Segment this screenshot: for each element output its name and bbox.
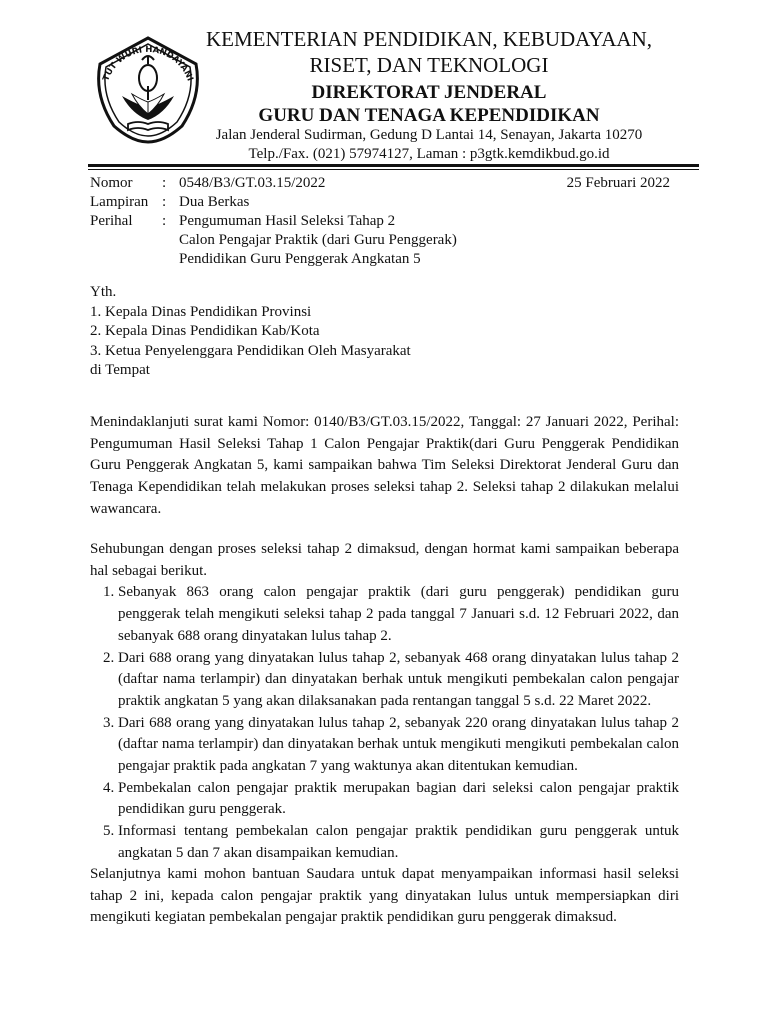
perihal-colon: : [162,213,167,229]
list-item: 2. Dari 688 orang yang dinyatakan lulus tahap 2, sebanyak 468 orang dinyatakan lulus tahap 2 (daftar nama terlampir) dan dinyatakan berhak untuk mengikuti pembekalan calon pengajar praktik angkatan 5 yang akan dilaksanakan pada rentangan tanggal 5 s.d. 22 Maret 2022. [118,648,679,713]
directorate-name-line1: DIREKTORAT JENDERAL [311,82,547,103]
tut-wuri-handayani-logo [92,34,204,146]
paragraph-2-intro: Sehubungan dengan proses seleksi tahap 2 dimaksud, dengan hormat kami sampaikan beberapa hal sebagai berikut. [90,541,679,579]
recipient-item: 3. Ketua Penyelenggara Pendidikan Oleh Masyarakat [90,342,411,359]
perihal-value [179,212,670,269]
recipient-item: 1. Kepala Dinas Pendidikan Provinsi [90,303,312,320]
recipient-place: di Tempat [90,362,150,378]
perihal-label: Perihal [90,213,133,229]
nomor-label: Nomor [90,175,133,191]
perihal-line1: Pengumuman Hasil Seleksi Tahap 2 [179,213,396,229]
salutation: Yth. [90,284,117,300]
ministry-name-line1: KEMENTERIAN PENDIDIKAN, KEBUDAYAAN, [205,27,653,51]
ministry-name-line2: RISET, DAN TEKNOLOGI [309,53,549,77]
points-list [90,582,679,864]
meta-perihal-row [90,212,670,269]
office-address: Jalan Jenderal Sudirman, Gedung D Lantai 14, Senayan, Jakarta 10270 [215,127,643,143]
body-paragraph-2 [90,539,679,865]
nomor-colon: : [162,175,167,191]
recipient-item: 2. Kepala Dinas Pendidikan Kab/Kota [90,323,320,339]
list-item: 1. Sebanyak 863 orang calon pengajar praktik (dari guru penggerak) pendidikan guru penggerak telah mengikuti seleksi tahap 2 pada tanggal 7 Januari s.d. 12 Februari 2022, dan sebanyak 688 orang dinyatakan lulus tahap 2. [118,582,679,647]
logo-arc-text: TUT WURI HANDAYANI [101,44,195,83]
directorate-name-line2: GURU DAN TENAGA KEPENDIDIKAN [258,105,600,126]
lampiran-label: Lampiran [90,194,149,210]
list-item: 4. Pembekalan calon pengajar praktik merupakan bagian dari seleksi calon pengajar praktik pendidikan guru penggerak. [118,778,679,821]
body-paragraph-3: Selanjutnya kami mohon bantuan Saudara untuk dapat menyampaikan informasi hasil seleksi tahap 2 ini, kepada calon pengajar praktik yang dinyatakan lulus untuk mempersiapkan diri mengikuti kegiatan pembekalan pengajar praktik pendidikan guru penggerak dimaksud. [90,866,679,926]
perihal-line3: Pendidikan Guru Penggerak Angkatan 5 [179,251,421,267]
lampiran-value: Dua Berkas [179,194,250,210]
letter-date: 25 Februari 2022 [566,175,670,191]
perihal-line2: Calon Pengajar Praktik (dari Guru Penggerak) [179,232,457,248]
recipients-block [90,283,411,381]
letterhead-divider-thin [88,169,699,170]
lampiran-colon: : [162,194,167,210]
office-contact: Telp./Fax. (021) 57974127, Laman : p3gtk.kemdikbud.go.id [248,146,610,162]
body-paragraph-1: Menindaklanjuti surat kami Nomor: 0140/B3/GT.03.15/2022, Tanggal: 27 Januari 2022, Perihal: Pengumuman Hasil Seleksi Tahap 1 Calon Pengajar Praktik(dari Guru Penggerak Pendidikan Guru Penggerak Angkatan 5, kami sampaikan bahwa Tim Seleksi Direktorat Jenderal Guru dan Tenaga Kependidikan telah melakukan proses seleksi tahap 2. Seleksi tahap 2 dilakukan melalui wawancara. [90,414,679,517]
list-item: 3. Dari 688 orang yang dinyatakan lulus tahap 2, sebanyak 220 orang dinyatakan lulus tahap 2 (daftar nama terlampir) dan dinyatakan berhak untuk mengikuti mengikuti pembekalan calon pengajar praktik pada angkatan 7 yang waktunya akan ditentukan kemudian. [118,713,679,778]
list-item: 5. Informasi tentang pembekalan calon pengajar praktik pendidikan guru penggerak untuk angkatan 5 dan 7 akan disampaikan kemudian. [118,821,679,864]
letterhead-divider-thick [88,164,699,167]
nomor-value: 0548/B3/GT.03.15/2022 [179,175,326,191]
meta-lampiran-row [90,193,670,212]
